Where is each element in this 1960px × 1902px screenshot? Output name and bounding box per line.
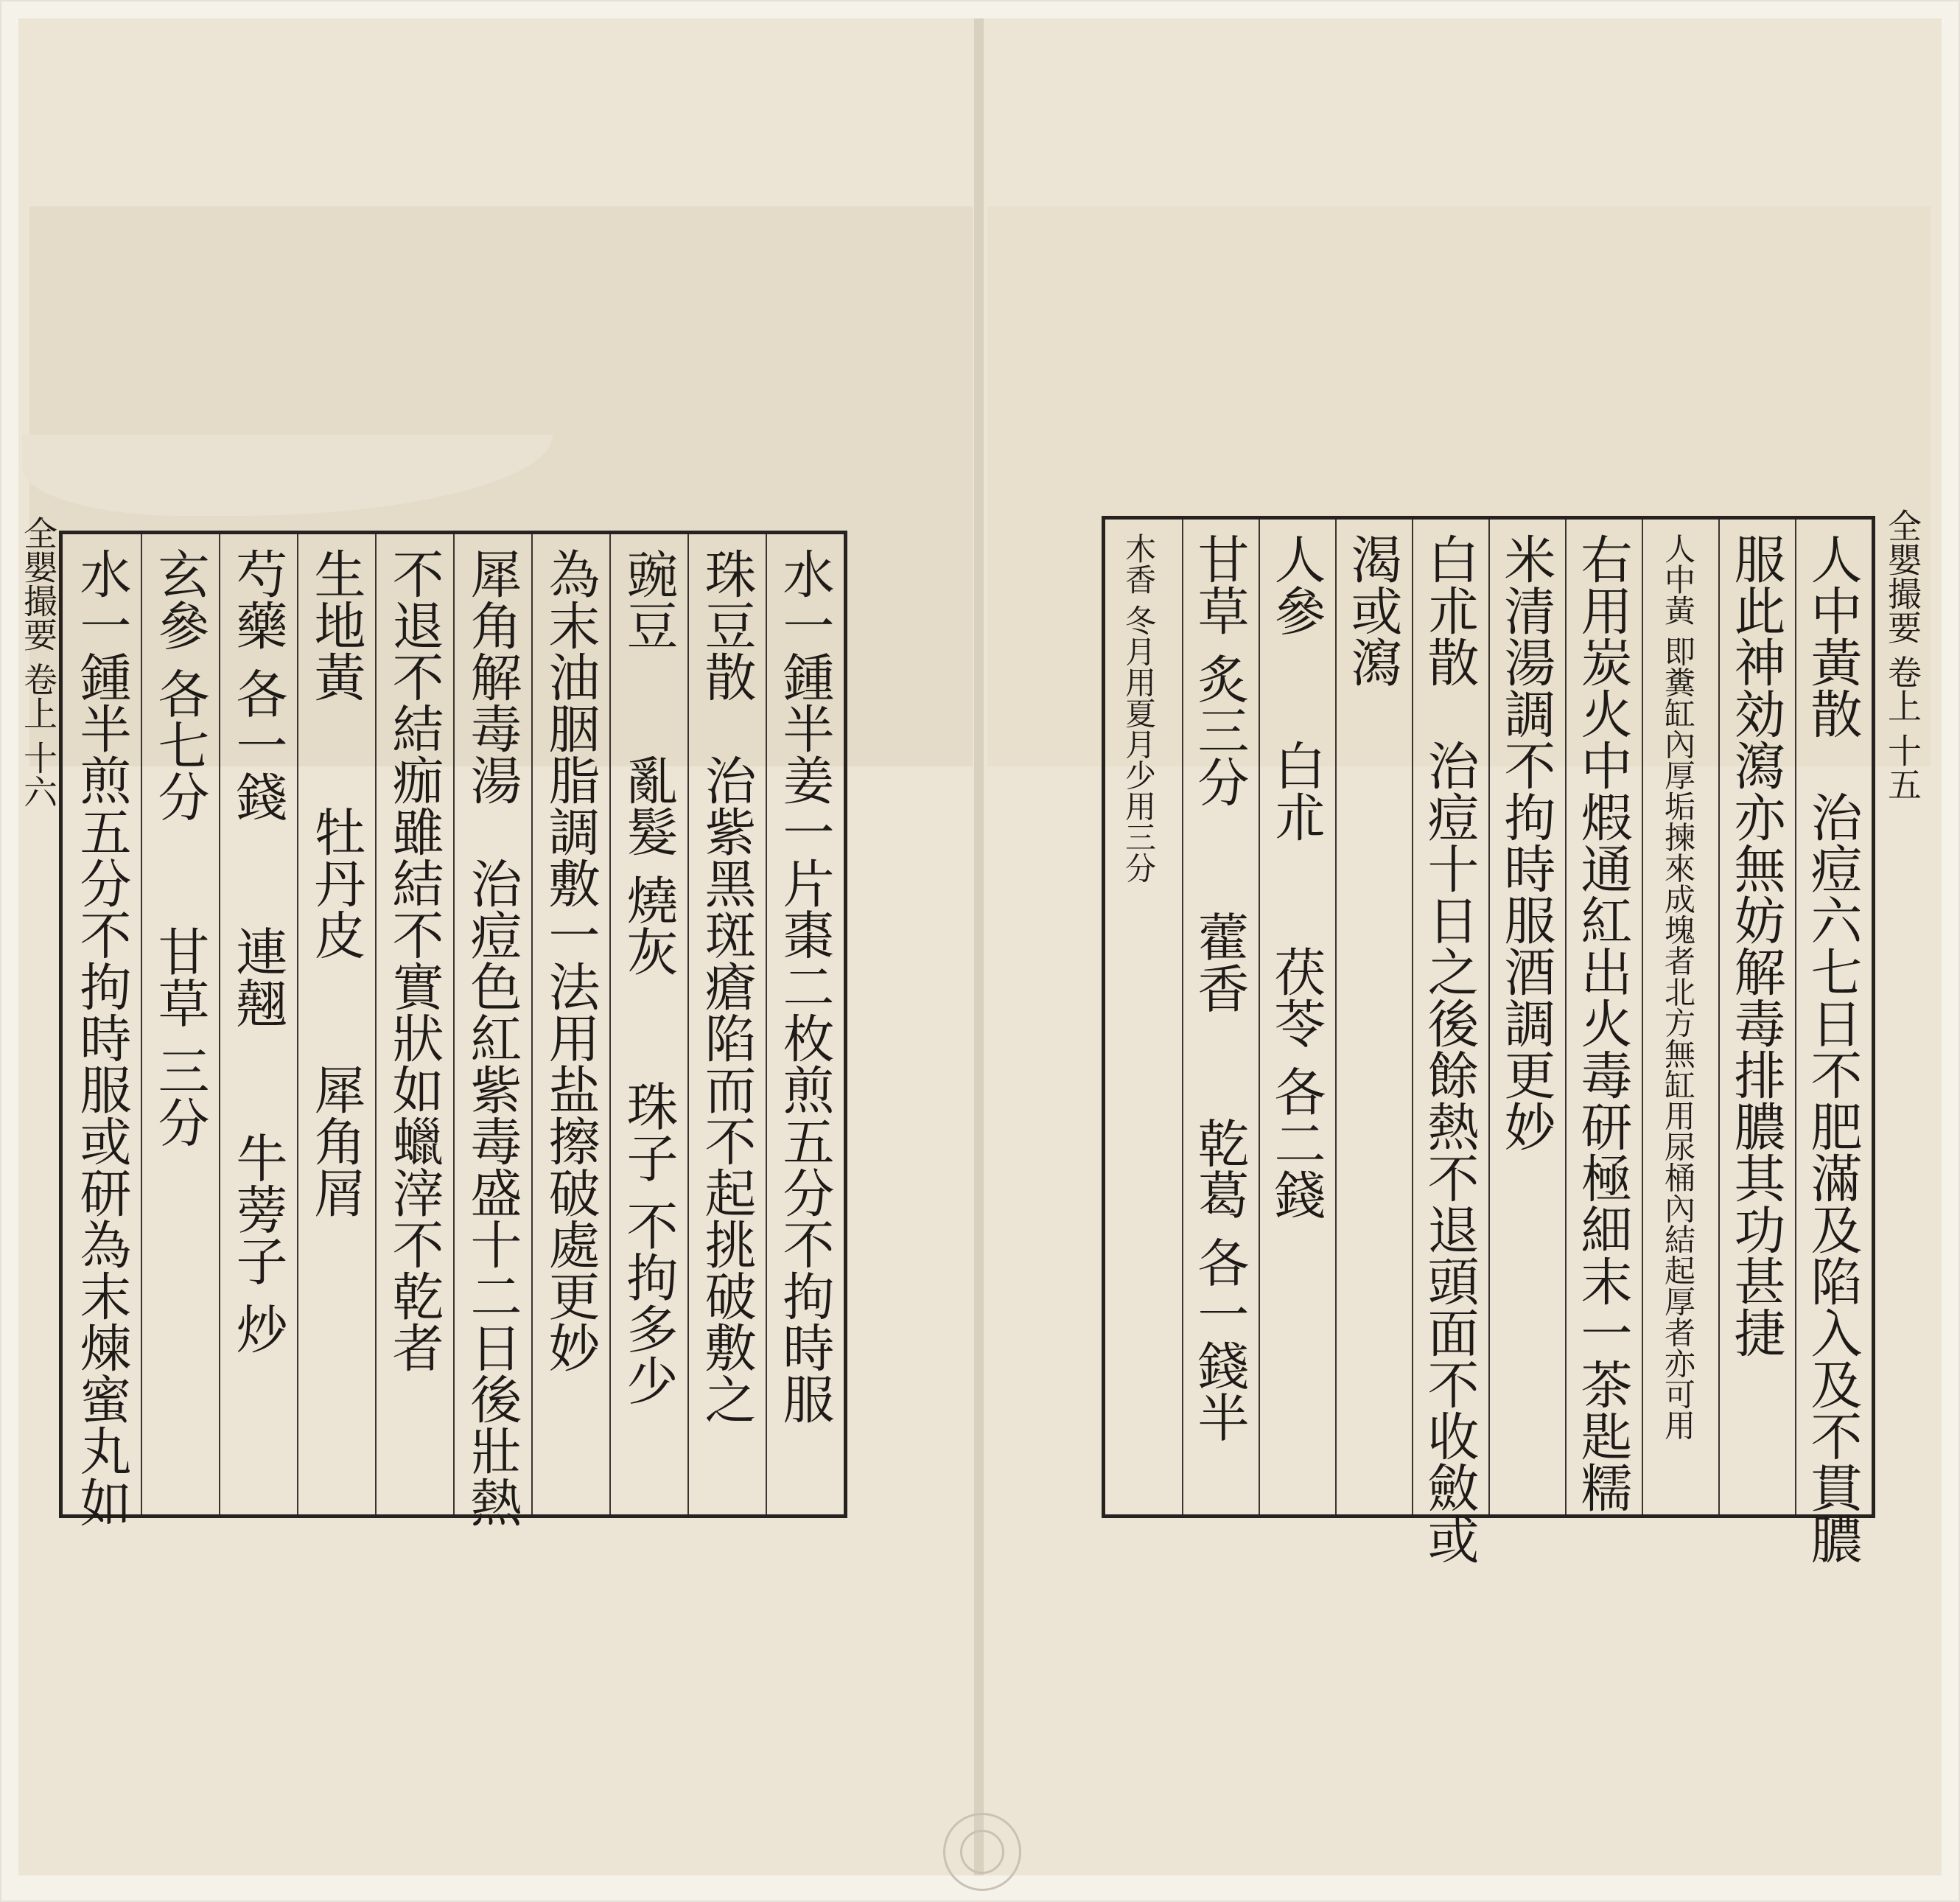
left-column-3: 豌豆 亂髮 燒灰 珠子 不拘多少	[618, 548, 679, 1406]
left-column-1: 水一鍾半姜一片棗二枚煎五分不拘時服	[774, 548, 835, 1424]
left-column-5: 犀角解毒湯 治痘色紅紫毒盛十二日後壯熱	[462, 548, 522, 1528]
right-column-9: 甘草 炙三分 藿香 乾葛 各一錢半	[1189, 533, 1250, 1443]
right-text-frame	[1102, 516, 1875, 1564]
right-column-7: 渴或瀉	[1343, 533, 1403, 688]
library-seal-icon	[943, 1813, 1021, 1891]
left-column-6: 不退不結痂雖結不實狀如蠟滓不乾者	[384, 548, 444, 1373]
left-spine-label: 全嬰撮要 卷上 十六	[18, 516, 58, 809]
right-column-3: 人中黃 即糞缸內厚垢揀來成塊者北方無缸用尿桶內結起厚者亦可用	[1660, 533, 1696, 1441]
left-column-4: 為末油胭脂調敷一法用盐擦破處更妙	[540, 548, 601, 1373]
book-gutter	[974, 18, 984, 1875]
right-column-10: 木香 冬月用夏月少用三分	[1121, 533, 1157, 884]
left-column-7: 生地黃 牡丹皮 犀角屑	[306, 548, 366, 1218]
right-column-5: 米清湯調不拘時服酒調更妙	[1496, 533, 1556, 1152]
left-text-frame	[59, 531, 847, 1528]
left-column-10: 水一鍾半煎五分不拘時服或研為末煉蜜丸如	[71, 548, 132, 1528]
right-column-4: 右用炭火中煆通紅出火毒研極細末一茶匙糯	[1572, 533, 1633, 1513]
right-spine-label: 全嬰撮要 卷上 十五	[1883, 508, 1922, 802]
left-column-2: 珠豆散 治紫黑斑瘡陷而不起挑破敷之	[696, 548, 757, 1424]
right-column-2: 服此神効瀉亦無妨解毒排膿其功甚捷	[1726, 533, 1786, 1358]
left-column-9: 玄參 各七分 甘草 三分	[150, 548, 210, 1148]
left-column-8: 芍藥 各一錢 連翹 牛蒡子 炒	[228, 548, 288, 1354]
right-column-8: 人參 白朮 茯苓 各二錢	[1266, 533, 1326, 1220]
right-column-6: 白朮散 治痘十日之後餘熱不退頭面不收斂或	[1419, 533, 1480, 1564]
right-column-1: 人中黃散 治痘六七日不肥滿及陷入及不貫膿	[1802, 533, 1863, 1564]
